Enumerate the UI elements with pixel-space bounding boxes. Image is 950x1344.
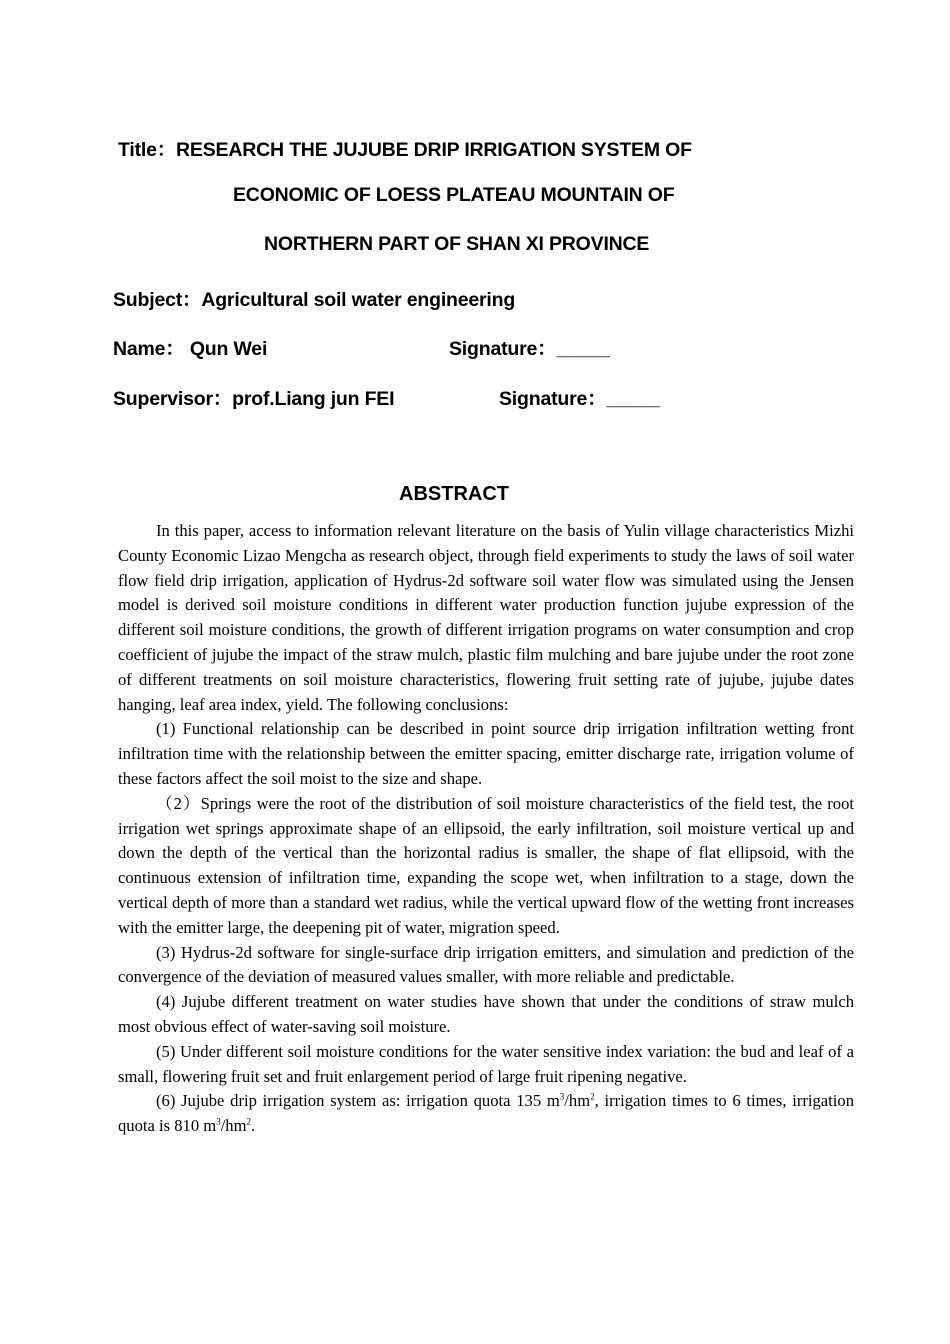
conclusion-6-text-b: /hm	[564, 1091, 591, 1111]
conclusion-6-text-d: /hm	[220, 1116, 247, 1136]
conclusion-6-text-a: (6) Jujube drip irrigation system as: irrigation quota 135 m	[156, 1091, 560, 1111]
name-label: Name：	[113, 338, 185, 360]
supervisor-line	[113, 383, 394, 411]
superscript: 3	[559, 1091, 565, 1102]
signature-label: Signature：	[499, 388, 607, 410]
title-line-2: ECONOMIC OF LOESS PLATEAU MOUNTAIN OF	[233, 184, 675, 206]
conclusion-4: (4) Jujube different treatment on water studies have shown that under the conditions of straw mulch most obvious effect of water-saving soil moisture.	[118, 992, 854, 1036]
conclusion-3: (3) Hydrus-2d software for single-surface drip irrigation emitters, and simulation and prediction of the convergence of the deviation of measured values smaller, with more reliable and predictable.	[118, 942, 854, 987]
name-line	[113, 333, 267, 361]
conclusion-5: (5) Under different soil moisture conditions for the water sensitive index variation: the bud and leaf of a small, flowering fruit set and fruit enlargement period of large fruit ripening negative.	[118, 1041, 854, 1086]
signature-label: Signature：	[449, 338, 557, 360]
superscript: 2	[590, 1091, 595, 1102]
superscript: 2	[246, 1116, 252, 1127]
abstract-body	[118, 519, 854, 1139]
supervisor-signature	[499, 383, 660, 411]
conclusion-2: （2）Springs were the root of the distribution of soil moisture characteristics of the field test, the root irrigation wet springs approximate shape of an ellipsoid, the early infiltration, soil moisture vertical up and down the depth of the vertical than the horizontal radius is smaller, the shape of flat ellipsoid, with the continuous extension of infiltration time, expanding the scope wet, when infiltration to a stage, down the vertical depth of more than a standard wet radius, while the vertical upward flow of the wetting front increases with the emitter large, the deepening pit of water, migration speed.	[118, 793, 854, 937]
title-text-1: RESEARCH THE JUJUBE DRIP IRRIGATION SYSTEM OF	[176, 139, 692, 161]
signature-blank: _____	[556, 338, 610, 360]
abstract-heading: ABSTRACT	[399, 483, 509, 505]
title-line-1	[118, 134, 692, 162]
subject-label: Subject：	[113, 289, 202, 311]
abstract-paragraph-intro: In this paper, access to information relevant literature on the basis of Yulin village characteristics Mizhi County Economic Lizao Mengcha as research object, through field experiments to study the laws of soil water flow field drip irrigation, application of Hydrus-2d software soil water flow was simulated using the Jensen model is derived soil moisture conditions in different water production function jujube expression of the different soil moisture conditions, the growth of different irrigation programs on water consumption and crop coefficient of jujube the impact of the straw mulch, plastic film mulching and bare jujube under the root zone of different treatments on soil moisture characteristics, flowering fruit setting rate of jujube, jujube dates hanging, leaf area index, yield. The following conclusions:	[118, 521, 854, 714]
name-value: Qun Wei	[189, 338, 268, 360]
conclusion-1: (1) Functional relationship can be described in point source drip irrigation infiltration wetting front infiltration time with the relationship between the emitter spacing, emitter discharge rate, irrigation volume of these factors affect the soil moist to the size and shape.	[118, 719, 854, 788]
subject-line	[113, 284, 515, 312]
conclusion-6-text-e: .	[251, 1116, 256, 1136]
supervisor-value: prof.Liang jun FEI	[232, 388, 395, 410]
conclusion-6	[118, 1089, 854, 1139]
student-signature	[449, 333, 610, 361]
title-line-3: NORTHERN PART OF SHAN XI PROVINCE	[264, 233, 650, 255]
signature-blank: _____	[606, 388, 660, 410]
subject-value: Agricultural soil water engineering	[201, 289, 516, 311]
superscript: 3	[216, 1116, 221, 1127]
conclusion-6-text-c: , irrigation times to 6 times, irrigation quota is 810 m	[118, 1091, 854, 1136]
title-label: Title：	[118, 139, 177, 161]
supervisor-label: Supervisor：	[113, 388, 233, 410]
